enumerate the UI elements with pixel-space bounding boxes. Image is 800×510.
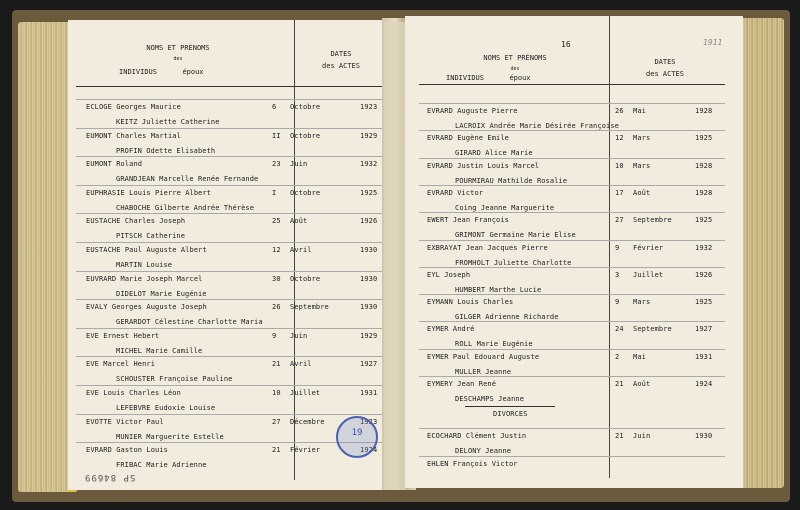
entry-month: Octobre [290, 103, 321, 111]
entry-day: 9 [615, 298, 620, 307]
entry-month: Septembre [633, 216, 672, 225]
entry-wife-name: MULLER Jeanne [455, 367, 512, 376]
row-rule [419, 294, 725, 295]
entry-year: 1930 [360, 274, 378, 283]
entry-month: Octobre [290, 131, 321, 140]
entry-husband-name: EVRARD Eugène Emile [427, 134, 509, 143]
entry-wife-name: SCHOUSTER Françoise Pauline [116, 375, 233, 384]
entry-day: 27 [615, 216, 624, 225]
entry-month: Août [633, 380, 651, 388]
entry-husband-name: EVRARD Gaston Louis [86, 446, 168, 455]
entry-year: 1932 [695, 243, 713, 252]
entry-wife-name: FROMHOLT Juliette Charlotte [455, 258, 572, 267]
entry-day: 25 [272, 217, 281, 226]
entry-husband-name: EHLEN François Victor [427, 460, 518, 468]
entry-month: Mai [633, 352, 646, 361]
entry-day: 10 [272, 389, 281, 397]
entry-month: Juin [290, 160, 308, 169]
row-rule [76, 128, 382, 129]
entry-year: 1928 [695, 161, 713, 170]
entry-wife-name: FRIBAC Marie Adrienne [116, 461, 207, 470]
entry-wife-name: MUNIER Marguerite Estelle [116, 432, 224, 441]
entry-year: 1931 [695, 352, 713, 361]
row-rule [76, 299, 382, 300]
entry-day: 9 [615, 243, 620, 252]
entry-wife-name: GILGER Adrienne Richarde [455, 313, 559, 322]
entry-wife-name: MARTIN Louise [116, 261, 173, 269]
entry-day: 6 [272, 103, 277, 111]
divorces-heading: DIVORCES [493, 410, 528, 418]
entry-month: Mai [633, 107, 646, 115]
entry-month: Mars [633, 134, 651, 143]
entry-month: Septembre [290, 303, 329, 312]
entry-day: 21 [272, 360, 281, 369]
municipal-stamp [336, 416, 378, 458]
entry-year: 1923 [360, 417, 378, 426]
entry-wife-name: POURMIRAU Mathilde Rosalie [455, 176, 568, 185]
left-header-individus: INDIVIDUS [119, 68, 157, 76]
row-rule [419, 158, 725, 159]
entry-year: 1931 [360, 389, 378, 397]
row-rule [419, 376, 725, 377]
entry-month: Avril [290, 246, 312, 254]
entry-husband-name: EVE Louis Charles Léon [86, 389, 181, 397]
entry-year: 1930 [360, 246, 378, 254]
entry-year: 1924 [695, 380, 713, 388]
entry-wife-name: PROFIN Odette Elisabeth [116, 146, 216, 155]
entry-husband-name: EVOTTE Victor Paul [86, 417, 164, 426]
row-rule [419, 456, 725, 457]
row-rule [419, 185, 725, 186]
left-header-title: NOMS ET PRÉNOMS [146, 44, 210, 52]
right-header-epoux: époux [509, 74, 531, 82]
entry-husband-name: EVE Marcel Henri [86, 360, 156, 369]
entry-wife-name: GIRARD Alice Marie [455, 149, 533, 158]
binding-tab [384, 22, 406, 490]
entry-day: 21 [615, 380, 624, 388]
entry-month: Avril [290, 360, 312, 369]
entry-year: 1928 [695, 188, 713, 197]
right-page [405, 16, 743, 488]
pencil-annotation: 1911 [703, 38, 723, 47]
entry-month: Mars [633, 161, 651, 170]
entry-month: Juillet [633, 270, 664, 279]
row-rule [419, 240, 725, 241]
row-rule [419, 428, 725, 429]
entry-year: 1926 [360, 217, 378, 226]
entry-husband-name: EUSTACHE Paul Auguste Albert [86, 246, 207, 254]
entry-husband-name: EWERT Jean François [427, 216, 509, 225]
entry-month: Août [633, 188, 651, 197]
left-page [68, 20, 394, 490]
divorces-rule [465, 406, 555, 407]
entry-wife-name: MICHEL Marie Camille [116, 346, 203, 355]
entry-year: 1930 [695, 432, 713, 440]
row-rule [419, 321, 725, 322]
entry-husband-name: EYMER Paul Edouard Auguste [427, 352, 540, 361]
entry-husband-name: EVRARD Victor [427, 188, 484, 197]
entry-year: 1924 [360, 446, 378, 455]
entry-day: 23 [272, 160, 281, 169]
entry-husband-name: ECLOGE Georges Maurice [86, 103, 181, 111]
entry-wife-name: DESCHAMPS Jeanne [455, 395, 525, 403]
right-header-individus: INDIVIDUS [446, 74, 484, 82]
entry-month: Août [290, 217, 308, 226]
entry-husband-name: EUMONT Roland [86, 160, 143, 169]
entry-month: Juin [633, 432, 651, 440]
entry-month: Décembre [290, 417, 325, 426]
left-header-des-actes: des ACTES [322, 62, 360, 70]
entry-day: 26 [272, 303, 281, 312]
entry-wife-name: CHABOCHE Gilberte Andrée Thérèse [116, 203, 255, 212]
left-header-dates: DATES [330, 50, 352, 58]
stamp-number: 19 [351, 428, 363, 438]
entry-day: 21 [272, 446, 281, 455]
entry-husband-name: EVE Ernest Hebert [86, 331, 160, 340]
entry-wife-name: LACROIX Andrée Marie Désirée Françoise [455, 122, 619, 130]
entry-year: 1923 [360, 103, 378, 111]
entry-year: 1929 [360, 331, 378, 340]
entry-year: 1932 [360, 160, 378, 169]
entry-wife-name: DIDELOT Marie Eugénie [116, 289, 207, 298]
entry-husband-name: EYL Joseph [427, 270, 471, 279]
entry-year: 1930 [360, 303, 378, 312]
entry-wife-name: GRANDJEAN Marcelle Renée Fernande [116, 175, 259, 184]
row-rule [419, 130, 725, 131]
row-rule [419, 267, 725, 268]
entry-husband-name: EUMONT Charles Martial [86, 131, 181, 140]
entry-month: Février [290, 446, 321, 455]
entry-year: 1925 [695, 216, 713, 225]
entry-year: 1925 [695, 298, 713, 307]
row-rule [76, 213, 382, 214]
row-rule [76, 185, 382, 186]
entry-day: I [272, 188, 277, 197]
row-rule [76, 271, 382, 272]
entry-husband-name: EUPHRASIE Louis Pierre Albert [86, 188, 212, 197]
row-rule [419, 103, 725, 104]
entry-year: 1928 [695, 107, 713, 115]
entry-month: Mars [633, 298, 651, 307]
entry-husband-name: EYMER André [427, 325, 475, 334]
entry-day: 12 [272, 246, 281, 254]
row-rule [76, 328, 382, 329]
inventory-code: SP 84699 [84, 472, 136, 482]
row-rule [76, 99, 382, 100]
entry-year: 1929 [360, 131, 378, 140]
entry-day: 2 [615, 352, 620, 361]
entry-day: II [272, 131, 281, 140]
entry-wife-name: LEFEBVRE Eudoxie Louise [116, 404, 216, 412]
right-header-des: des [510, 66, 520, 72]
left-header-epoux: époux [182, 68, 204, 76]
entry-wife-name: ROLL Marie Eugénie [455, 340, 533, 349]
entry-month: Octobre [290, 188, 321, 197]
entry-year: 1927 [360, 360, 378, 369]
row-rule [76, 414, 382, 415]
entry-wife-name: HUMBERT Marthe Lucie [455, 285, 542, 294]
right-column-divider [609, 16, 610, 478]
entry-day: 9 [272, 331, 277, 340]
row-rule [76, 385, 382, 386]
row-rule [419, 212, 725, 213]
page-number: 16 [561, 40, 571, 49]
entry-husband-name: EVRARD Auguste Pierre [427, 107, 518, 115]
entry-wife-name: GERARDOT Célestine Charlotte Maria [116, 318, 263, 327]
entry-month: Septembre [633, 325, 672, 334]
entry-day: 26 [615, 107, 624, 115]
entry-husband-name: EYMANN Louis Charles [427, 298, 514, 307]
entry-husband-name: EVRARD Justin Louis Marcel [427, 161, 540, 170]
entry-year: 1925 [360, 188, 378, 197]
entry-day: 3 [615, 270, 620, 279]
entry-day: 21 [615, 432, 624, 440]
entry-husband-name: EUVRARD Marie Joseph Marcel [86, 274, 203, 283]
entry-day: 12 [615, 134, 624, 143]
entry-wife-name: PITSCH Catherine [116, 232, 186, 241]
entry-wife-name: KEITZ Juliette Catherine [116, 118, 220, 126]
row-rule [76, 242, 382, 243]
entry-husband-name: EXBRAYAT Jean Jacques Pierre [427, 243, 548, 252]
row-rule [76, 156, 382, 157]
row-rule [419, 349, 725, 350]
entry-day: 24 [615, 325, 624, 334]
entry-day: 27 [272, 417, 281, 426]
entry-husband-name: ECOCHARD Clément Justin [427, 432, 527, 440]
entry-year: 1926 [695, 270, 713, 279]
entry-husband-name: EUSTACHE Charles Joseph [86, 217, 186, 226]
entry-husband-name: EVALY Georges Auguste Joseph [86, 303, 207, 312]
entry-husband-name: EYMERY Jean René [427, 380, 497, 388]
row-rule [76, 356, 382, 357]
left-header-des: des [173, 56, 183, 62]
entry-month: Octobre [290, 274, 321, 283]
entry-year: 1925 [695, 134, 713, 143]
entry-month: Juin [290, 331, 308, 340]
entry-wife-name: DELONY Jeanne [455, 447, 512, 455]
entry-wife-name: GRIMONT Germaine Marie Elise [455, 231, 576, 240]
right-header-des-actes: des ACTES [646, 70, 684, 78]
entry-day: 30 [272, 274, 281, 283]
entry-month: Juillet [290, 389, 321, 397]
entry-year: 1927 [695, 325, 713, 334]
right-header-dates: DATES [654, 58, 676, 66]
entry-month: Février [633, 243, 664, 252]
entry-day: 17 [615, 188, 624, 197]
entry-day: 10 [615, 161, 624, 170]
entry-wife-name: Coing Jeanne Marguerite [455, 203, 555, 212]
right-header-title: NOMS ET PRÉNOMS [483, 54, 547, 62]
